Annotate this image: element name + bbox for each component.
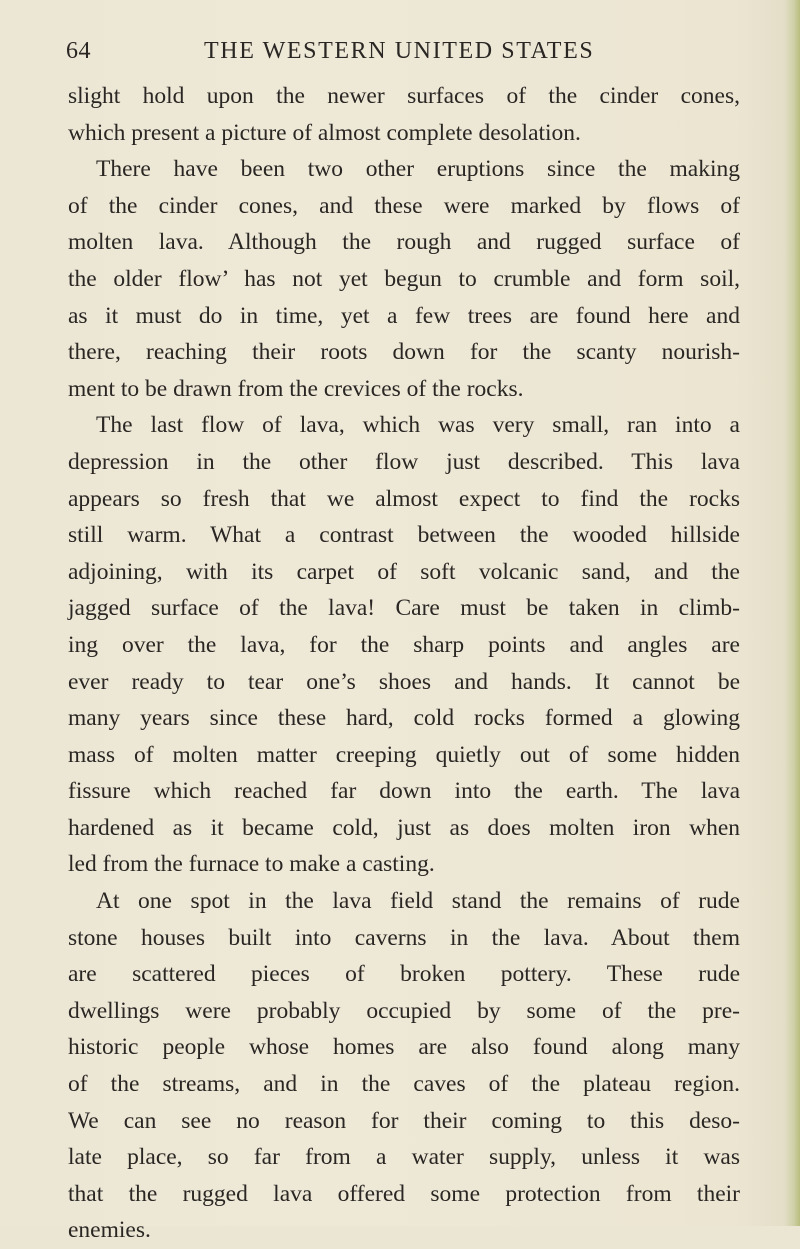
text-line: led from the furnace to make a casting. xyxy=(68,851,435,878)
text-line: ment to be drawn from the crevices of the rocks. xyxy=(68,375,524,402)
page-edge-shadow xyxy=(784,0,800,1226)
text-line: At one spot in the lava field stand the remains of rude xyxy=(96,888,740,915)
text-line: enemies. xyxy=(68,1217,151,1244)
text-line: the older flow’ has not yet begun to crumble and form soil, xyxy=(68,265,740,292)
text-line: are scattered pieces of broken pottery. These rude xyxy=(68,961,740,988)
running-head: THE WESTERN UNITED STATES xyxy=(204,38,595,64)
text-line: of the streams, and in the caves of the plateau region. xyxy=(68,1071,740,1098)
text-line: appears so fresh that we almost expect to find the rocks xyxy=(68,485,740,512)
body-text xyxy=(68,78,740,1249)
text-line: hardened as it became cold, just as does molten iron when xyxy=(68,814,740,841)
page-header xyxy=(66,38,740,68)
text-line: There have been two other eruptions since the making xyxy=(96,156,740,183)
text-line: depression in the other flow just described. This lava xyxy=(68,448,740,475)
text-line: that the rugged lava offered some protection from their xyxy=(68,1180,740,1207)
text-line: which present a picture of almost complete desolation. xyxy=(68,119,581,146)
text-line: dwellings were probably occupied by some of the pre- xyxy=(68,997,740,1024)
text-line: as it must do in time, yet a few trees are found here and xyxy=(68,302,740,329)
text-line: ing over the lava, for the sharp points and angles are xyxy=(68,631,740,658)
text-line: adjoining, with its carpet of soft volcanic sand, and the xyxy=(68,558,740,585)
text-line: historic people whose homes are also found along many xyxy=(68,1034,740,1061)
text-line: stone houses built into caverns in the lava. About them xyxy=(68,924,740,951)
text-line: jagged surface of the lava! Care must be taken in climb- xyxy=(68,595,740,622)
text-line: of the cinder cones, and these were marked by flows of xyxy=(68,192,740,219)
text-line: ever ready to tear one’s shoes and hands. It cannot be xyxy=(68,668,740,695)
text-line: late place, so far from a water supply, unless it was xyxy=(68,1144,740,1171)
text-line: We can see no reason for their coming to this deso- xyxy=(68,1107,740,1134)
text-line: there, reaching their roots down for the scanty nourish- xyxy=(68,339,740,366)
text-line: many years since these hard, cold rocks formed a glowing xyxy=(68,705,740,732)
text-line: mass of molten matter creeping quietly out of some hidden xyxy=(68,741,740,768)
text-line: slight hold upon the newer surfaces of the cinder cones, xyxy=(68,83,740,109)
page-number: 64 xyxy=(66,38,91,64)
text-line: fissure which reached far down into the earth. The lava xyxy=(68,778,740,805)
text-line: still warm. What a contrast between the wooded hillside xyxy=(68,522,740,549)
text-line: molten lava. Although the rough and rugged surface of xyxy=(68,229,740,256)
text-line: The last flow of lava, which was very small, ran into a xyxy=(96,412,740,439)
